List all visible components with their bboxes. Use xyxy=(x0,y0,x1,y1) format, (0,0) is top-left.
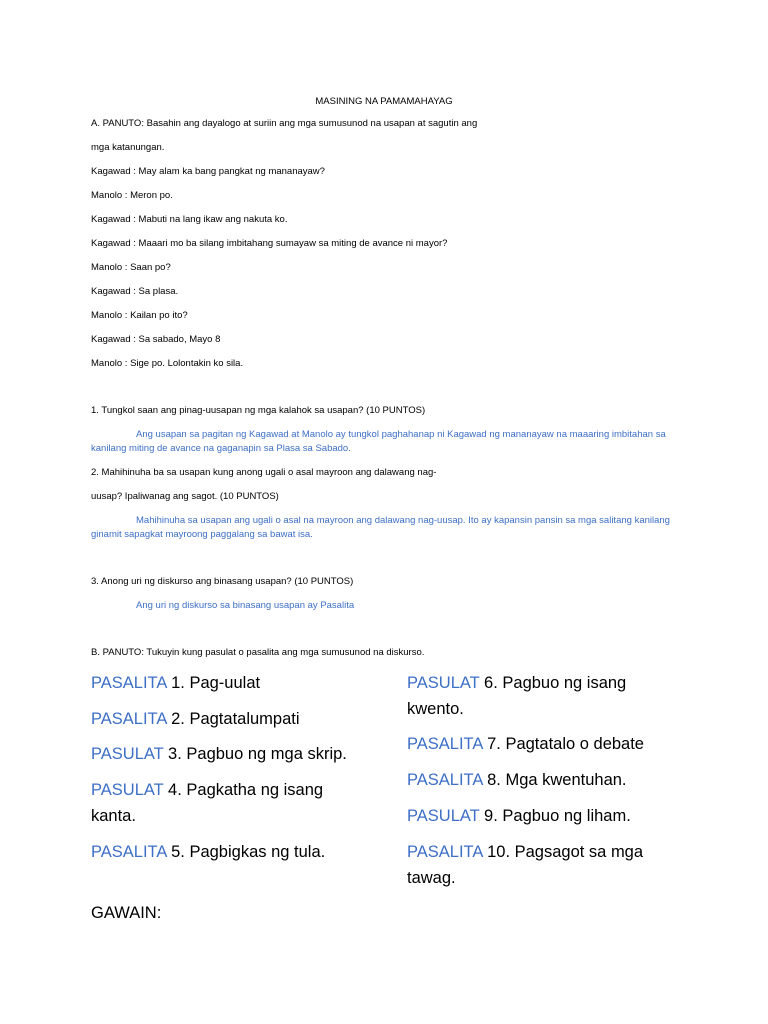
list-item xyxy=(407,803,687,829)
page-title: MASINING NA PAMAMAHAYAG xyxy=(315,96,453,107)
answer-2-line1: Mahihinuha sa usapan ang ugali o asal na mayroon ang dalawang nag-uusap. Ito ay kapansin pansin sa mga salitang kanilang xyxy=(136,515,670,526)
question-2-line2: uusap? Ipaliwanag ang sagot. (10 PUNTOS) xyxy=(91,491,279,502)
item-text: 1. Pag-uulat xyxy=(166,674,261,692)
item-text: 3. Pagbuo ng mga skrip. xyxy=(163,745,347,763)
question-3: 3. Anong uri ng diskurso ang binasang usapan? (10 PUNTOS) xyxy=(91,576,354,587)
list-item xyxy=(407,670,637,722)
dialogue-line: Manolo : Sige po. Lolontakin ko sila. xyxy=(91,358,244,369)
dialogue-line: Kagawad : Sa plasa. xyxy=(91,286,179,297)
list-item xyxy=(407,731,687,757)
dialogue-line: Kagawad : Sa sabado, Mayo 8 xyxy=(91,334,221,345)
answer-label: PASALITA xyxy=(407,843,483,861)
answer-3: Ang uri ng diskurso sa binasang usapan ay Pasalita xyxy=(136,600,355,611)
list-item xyxy=(91,706,371,732)
answer-label: PASULAT xyxy=(91,745,164,763)
item-text: 4. Pagkatha ng isang kanta. xyxy=(91,781,324,825)
item-text: 10. Pagsagot sa mga tawag. xyxy=(407,843,644,887)
item-text: 7. Pagtatalo o debate xyxy=(482,735,644,753)
answer-label: PASALITA xyxy=(91,843,167,861)
answer-label: PASALITA xyxy=(407,771,483,789)
dialogue-line: Manolo : Saan po? xyxy=(91,262,171,273)
answer-label: PASALITA xyxy=(91,674,167,692)
answer-label: PASALITA xyxy=(91,710,167,728)
answer-label: PASULAT xyxy=(91,781,164,799)
gawain-heading: GAWAIN: xyxy=(91,904,162,922)
answer-1-line2: kanilang miting de avance na gaganapin sa Plasa sa Sabado. xyxy=(91,443,351,454)
answer-label: PASALITA xyxy=(407,735,483,753)
list-item xyxy=(407,767,687,793)
dialogue-line: Kagawad : May alam ka bang pangkat ng mananayaw? xyxy=(91,166,325,177)
dialogue-line: Manolo : Kailan po ito? xyxy=(91,310,188,321)
list-item xyxy=(91,777,356,829)
dialogue-line: Kagawad : Mabuti na lang ikaw ang nakuta ko. xyxy=(91,214,288,225)
question-1: 1. Tungkol saan ang pinag-uusapan ng mga kalahok sa usapan? (10 PUNTOS) xyxy=(91,405,426,416)
instruction-a-line1: A. PANUTO: Basahin ang dayalogo at suriin ang mga sumusunod na usapan at sagutin ang xyxy=(91,118,478,129)
list-item xyxy=(91,670,371,696)
dialogue-line: Kagawad : Maaari mo ba silang imbitahang sumayaw sa miting de avance ni mayor? xyxy=(91,238,448,249)
answer-label: PASULAT xyxy=(407,807,480,825)
dialogue-line: Manolo : Meron po. xyxy=(91,190,173,201)
item-text: 5. Pagbigkas ng tula. xyxy=(166,843,326,861)
question-2-line1: 2. Mahihinuha ba sa usapan kung anong ugali o asal mayroon ang dalawang nag- xyxy=(91,467,437,478)
item-text: 9. Pagbuo ng liham. xyxy=(479,807,631,825)
instruction-b: B. PANUTO: Tukuyin kung pasulat o pasalita ang mga sumusunod na diskurso. xyxy=(91,647,425,658)
list-item xyxy=(407,839,657,891)
answer-2-line2: ginamit sapagkat mayroong paggalang sa bawat isa. xyxy=(91,529,313,540)
list-item xyxy=(91,839,371,865)
list-item xyxy=(91,741,371,767)
item-text: 6. Pagbuo ng isang kwento. xyxy=(407,674,627,718)
item-text: 8. Mga kwentuhan. xyxy=(482,771,627,789)
answer-1-line1: Ang usapan sa pagitan ng Kagawad at Manolo ay tungkol paghahanap ni Kagawad ng mananayaw na maaaring imbitahan sa xyxy=(136,429,666,440)
item-text: 2. Pagtatalumpati xyxy=(166,710,300,728)
instruction-a-line2: mga katanungan. xyxy=(91,142,165,153)
answer-label: PASULAT xyxy=(407,674,480,692)
